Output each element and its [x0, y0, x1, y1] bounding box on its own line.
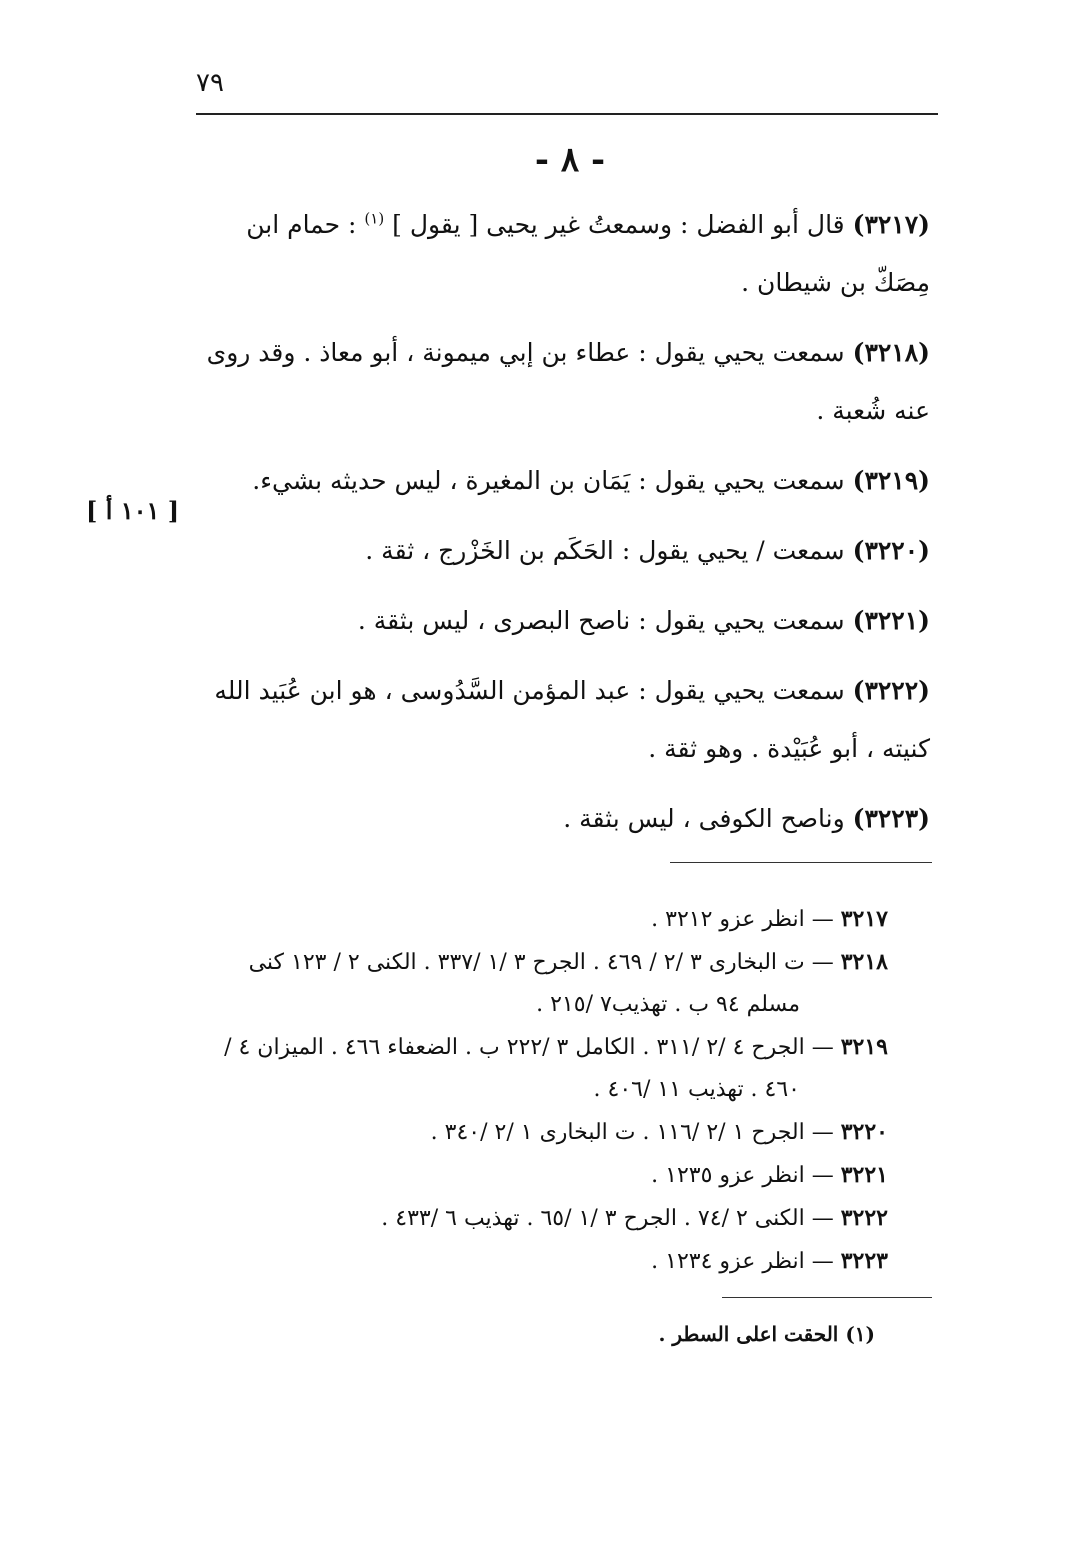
reference-text: — ت البخارى ٣ /٢ / ٤٦٩ . الجرح ٣ /١ /٣٣٧ . الكنى ٢ / ١٢٣ كنى مسلم ٩٤ ب . تهذيب٧ /٢١٥ .: [248, 950, 834, 1017]
reference-text: — انظر عزو ١٢٣٥ .: [651, 1163, 834, 1188]
reference-number: ٣٢٢٢: [840, 1205, 888, 1231]
reference-note: [200, 1240, 888, 1283]
reference-note: [200, 1197, 888, 1240]
footnote-separator: [722, 1297, 932, 1298]
main-text: [200, 196, 930, 860]
reference-number: ٣٢١٨: [840, 949, 888, 975]
entry-3222: [200, 662, 930, 778]
entry-number: (٣٢٢١): [852, 606, 930, 635]
reference-note: [200, 898, 888, 941]
header-rule: [196, 113, 938, 115]
entry-text-continued: : حمام ابن مِصَكّ بن شيطان .: [246, 210, 930, 297]
footnote-reference: (١): [364, 209, 385, 228]
footnote: (١) الحقت اعلى السطر .: [658, 1322, 875, 1346]
entry-3219: [200, 452, 930, 510]
entry-3217: [200, 196, 930, 312]
page-number: ٧٩: [196, 68, 224, 98]
entry-3218: [200, 324, 930, 440]
reference-text: — انظر عزو ١٢٣٤ .: [651, 1249, 834, 1274]
reference-number: ٣٢٢٣: [840, 1248, 888, 1274]
entry-3220: [200, 522, 930, 580]
reference-number: ٣٢١٧: [840, 906, 888, 932]
reference-note: [200, 941, 888, 1026]
reference-number: ٣٢١٩: [840, 1034, 888, 1060]
reference-text: — الكنى ٢ /٧٤ . الجرح ٣ /١ /٦٥ . تهذيب ٦ /٤٣٣ .: [381, 1206, 834, 1231]
entry-number: (٣٢٢٢): [852, 676, 930, 705]
reference-note: [200, 1026, 888, 1111]
entry-text: سمعت يحيي يقول : عطاء بن إبي ميمونة ، أبو معاذ . وقد روى عنه شُعبة .: [206, 338, 930, 425]
entry-3223: [200, 790, 930, 848]
entry-number: (٣٢٢٣): [852, 804, 930, 833]
entry-text: سمعت يحيي يقول : يَمَان بن المغيرة ، ليس حديثه بشيء.: [252, 466, 845, 495]
notes-separator: [670, 862, 932, 863]
reference-number: ٣٢٢١: [840, 1162, 888, 1188]
entry-text: قال أبو الفضل : وسمعتُ غير يحيى [ يقول ]: [392, 210, 845, 239]
entry-number: (٣٢١٩): [852, 466, 930, 495]
entry-3221: [200, 592, 930, 650]
reference-text: — انظر عزو ٣٢١٢ .: [651, 907, 834, 932]
reference-text: — الجرح ٤ /٢ /٣١١ . الكامل ٣ /٢٢٢ ب . الضعفاء ٤٦٦ . الميزان ٤ /٤٦٠ . تهذيب ١١ /٤٠٦ .: [224, 1035, 834, 1102]
reference-text: — الجرح ١ /٢ /١١٦ . ت البخارى ١ /٢ /٣٤٠ .: [430, 1120, 834, 1145]
entry-text: سمعت يحيي يقول : ناصح البصرى ، ليس بثقة .: [357, 606, 845, 635]
entry-number: (٣٢٢٠): [852, 536, 930, 565]
entry-text: سمعت يحيي يقول : عبد المؤمن السَّدُوسى ، هو ابن عُبَيد الله كنيته ، أبو عُبَيْدة . وهو ثقة .: [214, 676, 930, 763]
reference-note: [200, 1111, 888, 1154]
entry-text: سمعت / يحيي يقول : الحَكَم بن الخَزْرج ، ثقة .: [365, 536, 845, 565]
entry-text: وناصح الكوفى ، ليس بثقة .: [563, 804, 845, 833]
section-number: - ٨ -: [534, 140, 606, 180]
manuscript-folio-note: [ ١٠١ أ ]: [86, 496, 180, 525]
references-apparatus: [200, 898, 888, 1283]
reference-number: ٣٢٢٠: [840, 1119, 888, 1145]
reference-note: [200, 1154, 888, 1197]
entry-number: (٣٢١٨): [852, 338, 930, 367]
entry-number: (٣٢١٧): [852, 210, 930, 239]
